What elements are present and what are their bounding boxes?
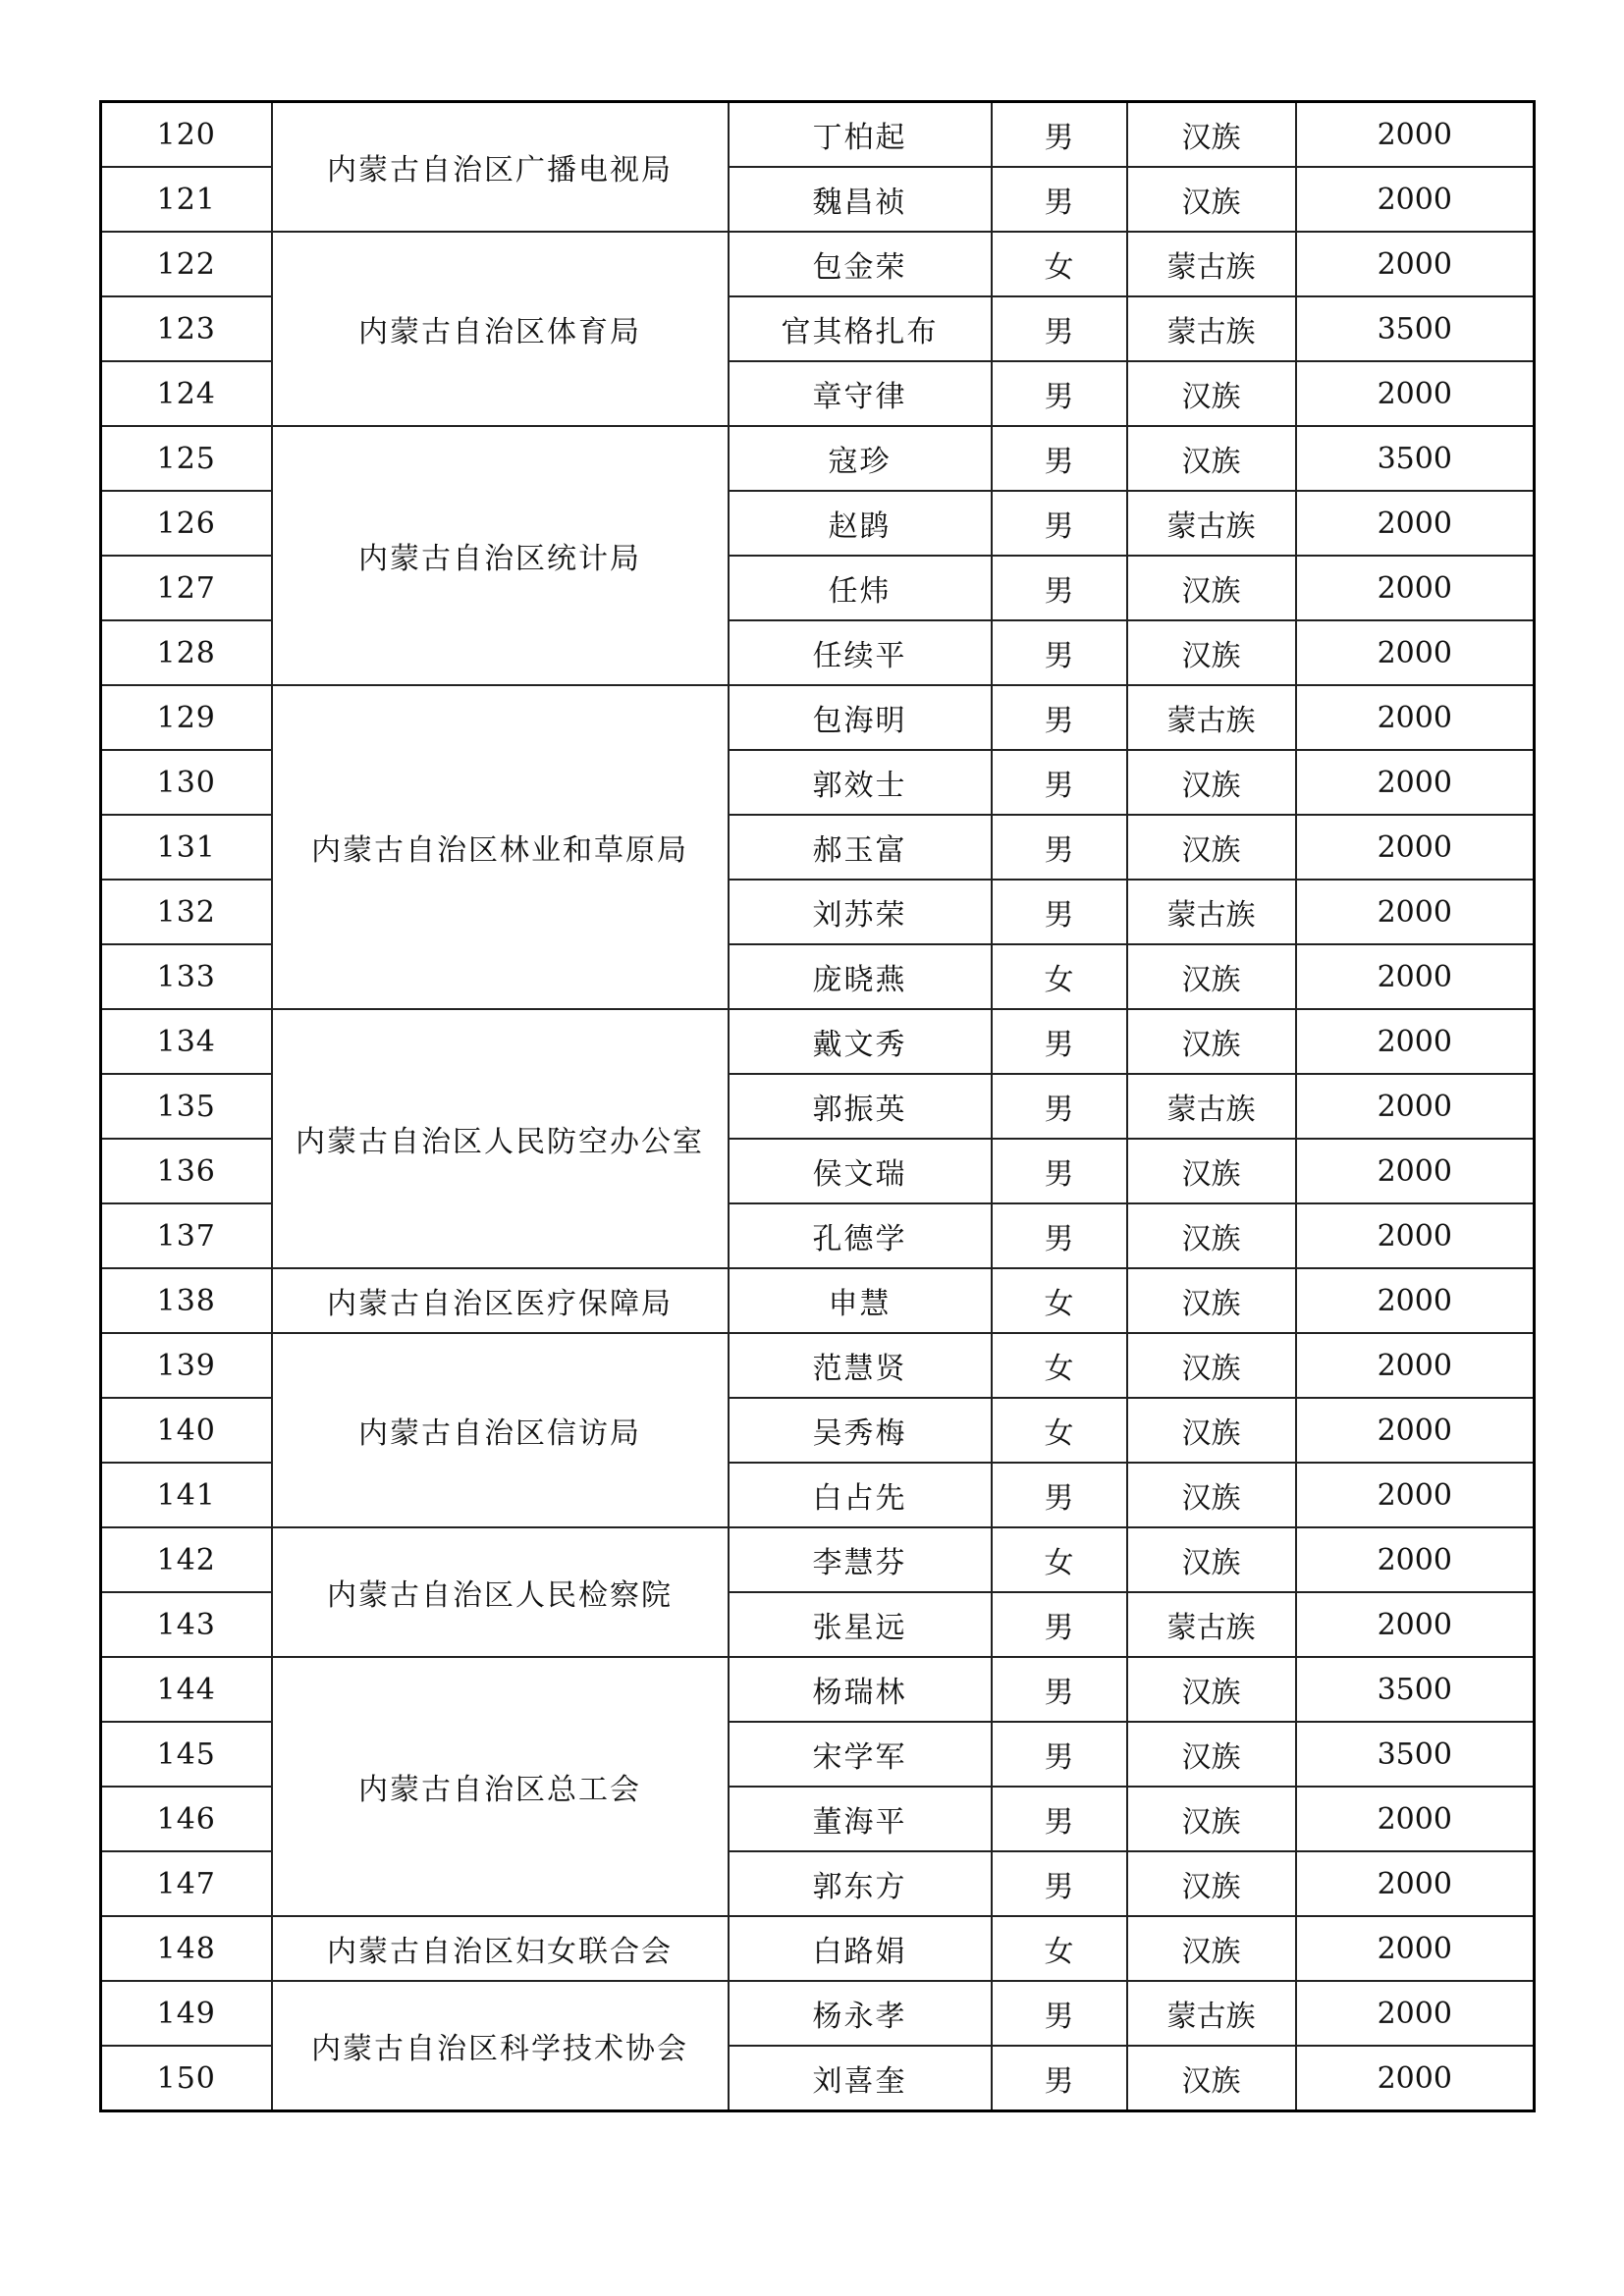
ethnicity-cell: 汉族	[1127, 361, 1296, 426]
gender-cell: 女	[992, 1916, 1127, 1981]
serial-number-cell: 138	[101, 1268, 272, 1333]
table-row	[101, 426, 1535, 491]
gender-cell: 男	[992, 685, 1127, 750]
ethnicity-cell: 蒙古族	[1127, 685, 1296, 750]
amount-cell: 2000	[1296, 491, 1535, 556]
name-cell: 戴文秀	[729, 1009, 992, 1074]
gender-cell: 男	[992, 1463, 1127, 1527]
table-row	[101, 1981, 1535, 2046]
amount-cell: 2000	[1296, 944, 1535, 1009]
serial-number-cell: 124	[101, 361, 272, 426]
name-cell: 郝玉富	[729, 815, 992, 880]
ethnicity-cell: 汉族	[1127, 620, 1296, 685]
serial-number-cell: 149	[101, 1981, 272, 2046]
amount-cell: 2000	[1296, 880, 1535, 944]
unit-cell: 内蒙古自治区林业和草原局	[272, 685, 729, 1009]
amount-cell: 2000	[1296, 1203, 1535, 1268]
ethnicity-cell: 蒙古族	[1127, 1981, 1296, 2046]
amount-cell: 2000	[1296, 1268, 1535, 1333]
name-cell: 孔德学	[729, 1203, 992, 1268]
serial-number-cell: 139	[101, 1333, 272, 1398]
ethnicity-cell: 汉族	[1127, 102, 1296, 168]
gender-cell: 男	[992, 102, 1127, 168]
amount-cell: 2000	[1296, 1398, 1535, 1463]
gender-cell: 男	[992, 2046, 1127, 2111]
name-cell: 范慧贤	[729, 1333, 992, 1398]
unit-cell: 内蒙古自治区统计局	[272, 426, 729, 685]
serial-number-cell: 137	[101, 1203, 272, 1268]
amount-cell: 2000	[1296, 102, 1535, 168]
ethnicity-cell: 蒙古族	[1127, 296, 1296, 361]
name-cell: 魏昌祯	[729, 167, 992, 232]
ethnicity-cell: 汉族	[1127, 750, 1296, 815]
amount-cell: 2000	[1296, 1463, 1535, 1527]
gender-cell: 男	[992, 1981, 1127, 2046]
unit-cell: 内蒙古自治区医疗保障局	[272, 1268, 729, 1333]
gender-cell: 男	[992, 880, 1127, 944]
amount-cell: 2000	[1296, 167, 1535, 232]
table-row	[101, 1268, 1535, 1333]
amount-cell: 2000	[1296, 1592, 1535, 1657]
serial-number-cell: 126	[101, 491, 272, 556]
serial-number-cell: 140	[101, 1398, 272, 1463]
name-cell: 赵鹍	[729, 491, 992, 556]
ethnicity-cell: 汉族	[1127, 556, 1296, 620]
serial-number-cell: 135	[101, 1074, 272, 1139]
serial-number-cell: 141	[101, 1463, 272, 1527]
ethnicity-cell: 蒙古族	[1127, 232, 1296, 296]
gender-cell: 女	[992, 1398, 1127, 1463]
table-row	[101, 1009, 1535, 1074]
ethnicity-cell: 汉族	[1127, 1398, 1296, 1463]
serial-number-cell: 134	[101, 1009, 272, 1074]
ethnicity-cell: 汉族	[1127, 426, 1296, 491]
amount-cell: 2000	[1296, 232, 1535, 296]
gender-cell: 男	[992, 1203, 1127, 1268]
ethnicity-cell: 蒙古族	[1127, 880, 1296, 944]
unit-cell: 内蒙古自治区总工会	[272, 1657, 729, 1916]
amount-cell: 2000	[1296, 1333, 1535, 1398]
gender-cell: 男	[992, 1722, 1127, 1787]
serial-number-cell: 121	[101, 167, 272, 232]
ethnicity-cell: 汉族	[1127, 1203, 1296, 1268]
name-cell: 杨瑞林	[729, 1657, 992, 1722]
table-row	[101, 102, 1535, 168]
name-cell: 李慧芬	[729, 1527, 992, 1592]
unit-cell: 内蒙古自治区科学技术协会	[272, 1981, 729, 2111]
name-cell: 白路娟	[729, 1916, 992, 1981]
ethnicity-cell: 汉族	[1127, 1916, 1296, 1981]
gender-cell: 女	[992, 1527, 1127, 1592]
name-cell: 张星远	[729, 1592, 992, 1657]
name-cell: 刘喜奎	[729, 2046, 992, 2111]
amount-cell: 2000	[1296, 361, 1535, 426]
serial-number-cell: 144	[101, 1657, 272, 1722]
name-cell: 杨永孝	[729, 1981, 992, 2046]
amount-cell: 2000	[1296, 620, 1535, 685]
amount-cell: 2000	[1296, 815, 1535, 880]
serial-number-cell: 145	[101, 1722, 272, 1787]
unit-cell: 内蒙古自治区体育局	[272, 232, 729, 426]
gender-cell: 男	[992, 1009, 1127, 1074]
name-cell: 包金荣	[729, 232, 992, 296]
name-cell: 任炜	[729, 556, 992, 620]
gender-cell: 男	[992, 620, 1127, 685]
table-row	[101, 685, 1535, 750]
ethnicity-cell: 蒙古族	[1127, 1074, 1296, 1139]
serial-number-cell: 130	[101, 750, 272, 815]
gender-cell: 男	[992, 167, 1127, 232]
ethnicity-cell: 汉族	[1127, 1009, 1296, 1074]
amount-cell: 2000	[1296, 1851, 1535, 1916]
name-cell: 刘苏荣	[729, 880, 992, 944]
gender-cell: 男	[992, 1657, 1127, 1722]
ethnicity-cell: 汉族	[1127, 1851, 1296, 1916]
amount-cell: 2000	[1296, 1074, 1535, 1139]
amount-cell: 3500	[1296, 296, 1535, 361]
amount-cell: 2000	[1296, 750, 1535, 815]
name-cell: 吴秀梅	[729, 1398, 992, 1463]
name-cell: 郭振英	[729, 1074, 992, 1139]
name-cell: 侯文瑞	[729, 1139, 992, 1203]
amount-cell: 2000	[1296, 1916, 1535, 1981]
ethnicity-cell: 汉族	[1127, 1463, 1296, 1527]
unit-cell: 内蒙古自治区人民防空办公室	[272, 1009, 729, 1268]
serial-number-cell: 150	[101, 2046, 272, 2111]
serial-number-cell: 128	[101, 620, 272, 685]
serial-number-cell: 120	[101, 102, 272, 168]
serial-number-cell: 148	[101, 1916, 272, 1981]
ethnicity-cell: 汉族	[1127, 1657, 1296, 1722]
ethnicity-cell: 汉族	[1127, 1722, 1296, 1787]
gender-cell: 男	[992, 750, 1127, 815]
name-cell: 庞晓燕	[729, 944, 992, 1009]
amount-cell: 2000	[1296, 1981, 1535, 2046]
table-row	[101, 232, 1535, 296]
amount-cell: 2000	[1296, 1009, 1535, 1074]
recipient-table	[99, 100, 1536, 2112]
gender-cell: 男	[992, 815, 1127, 880]
amount-cell: 3500	[1296, 1722, 1535, 1787]
unit-cell: 内蒙古自治区信访局	[272, 1333, 729, 1527]
amount-cell: 2000	[1296, 1787, 1535, 1851]
name-cell: 郭效士	[729, 750, 992, 815]
gender-cell: 男	[992, 1074, 1127, 1139]
gender-cell: 女	[992, 944, 1127, 1009]
ethnicity-cell: 汉族	[1127, 2046, 1296, 2111]
ethnicity-cell: 汉族	[1127, 944, 1296, 1009]
name-cell: 郭东方	[729, 1851, 992, 1916]
amount-cell: 2000	[1296, 2046, 1535, 2111]
ethnicity-cell: 汉族	[1127, 1333, 1296, 1398]
table-row	[101, 1657, 1535, 1722]
ethnicity-cell: 汉族	[1127, 1268, 1296, 1333]
gender-cell: 男	[992, 556, 1127, 620]
gender-cell: 男	[992, 426, 1127, 491]
amount-cell: 2000	[1296, 685, 1535, 750]
name-cell: 官其格扎布	[729, 296, 992, 361]
serial-number-cell: 129	[101, 685, 272, 750]
name-cell: 寇珍	[729, 426, 992, 491]
ethnicity-cell: 蒙古族	[1127, 1592, 1296, 1657]
gender-cell: 女	[992, 232, 1127, 296]
gender-cell: 女	[992, 1333, 1127, 1398]
amount-cell: 2000	[1296, 1139, 1535, 1203]
gender-cell: 男	[992, 296, 1127, 361]
gender-cell: 男	[992, 361, 1127, 426]
serial-number-cell: 123	[101, 296, 272, 361]
name-cell: 任续平	[729, 620, 992, 685]
table-row	[101, 1333, 1535, 1398]
serial-number-cell: 131	[101, 815, 272, 880]
serial-number-cell: 125	[101, 426, 272, 491]
ethnicity-cell: 汉族	[1127, 1527, 1296, 1592]
ethnicity-cell: 汉族	[1127, 1787, 1296, 1851]
name-cell: 宋学军	[729, 1722, 992, 1787]
serial-number-cell: 122	[101, 232, 272, 296]
gender-cell: 男	[992, 1787, 1127, 1851]
amount-cell: 2000	[1296, 556, 1535, 620]
recipient-table-body	[101, 102, 1535, 2111]
serial-number-cell: 143	[101, 1592, 272, 1657]
amount-cell: 3500	[1296, 426, 1535, 491]
serial-number-cell: 133	[101, 944, 272, 1009]
serial-number-cell: 132	[101, 880, 272, 944]
ethnicity-cell: 汉族	[1127, 815, 1296, 880]
table-row	[101, 1916, 1535, 1981]
gender-cell: 男	[992, 1851, 1127, 1916]
serial-number-cell: 142	[101, 1527, 272, 1592]
serial-number-cell: 127	[101, 556, 272, 620]
gender-cell: 女	[992, 1268, 1127, 1333]
amount-cell: 3500	[1296, 1657, 1535, 1722]
gender-cell: 男	[992, 1139, 1127, 1203]
serial-number-cell: 136	[101, 1139, 272, 1203]
gender-cell: 男	[992, 1592, 1127, 1657]
serial-number-cell: 146	[101, 1787, 272, 1851]
name-cell: 董海平	[729, 1787, 992, 1851]
gender-cell: 男	[992, 491, 1127, 556]
name-cell: 申慧	[729, 1268, 992, 1333]
name-cell: 丁柏起	[729, 102, 992, 168]
unit-cell: 内蒙古自治区人民检察院	[272, 1527, 729, 1657]
ethnicity-cell: 蒙古族	[1127, 491, 1296, 556]
table-row	[101, 1527, 1535, 1592]
serial-number-cell: 147	[101, 1851, 272, 1916]
name-cell: 白占先	[729, 1463, 992, 1527]
name-cell: 章守律	[729, 361, 992, 426]
ethnicity-cell: 汉族	[1127, 1139, 1296, 1203]
amount-cell: 2000	[1296, 1527, 1535, 1592]
name-cell: 包海明	[729, 685, 992, 750]
unit-cell: 内蒙古自治区妇女联合会	[272, 1916, 729, 1981]
unit-cell: 内蒙古自治区广播电视局	[272, 102, 729, 233]
ethnicity-cell: 汉族	[1127, 167, 1296, 232]
